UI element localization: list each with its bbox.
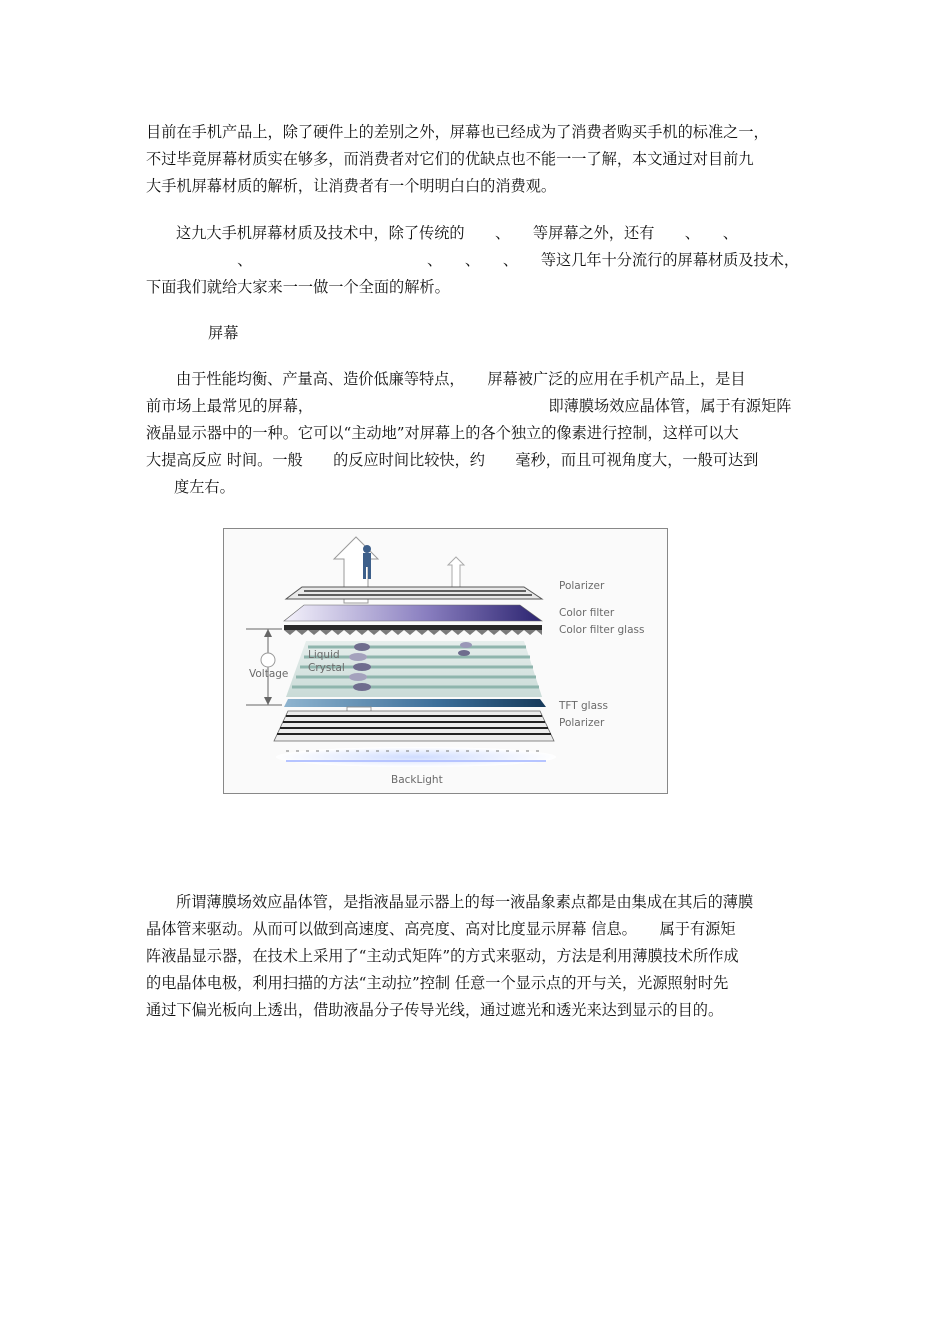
text-line: 前市场上最常见的屏幕， 即薄膜场效应晶体管，属于有源矩阵	[146, 397, 792, 415]
color-filter-layer	[284, 605, 542, 621]
text-line: 不过毕竟屏幕材质实在够多，而消费者对它们的优缺点也不能一一了解，本文通过对目前九	[146, 150, 754, 168]
label-crystal: Crystal	[308, 662, 345, 674]
polarizer-top-layer	[286, 587, 542, 599]
text-line: 、 、 、 、 等这几年十分流行的屏幕材质及技术，	[146, 251, 800, 269]
text-line: 液晶显示器中的一种。它可以“主动地”对屏幕上的各个独立的像素进行控制，这样可以大	[146, 424, 739, 442]
text-line: 的电晶体电极，利用扫描的方法“主动拉”控制 任意一个显示点的开与关，光源照射时先	[146, 974, 729, 992]
text-line: 通过下偏光板向上透出，借助液晶分子传导光线，通过遮光和透光来达到显示的目的。	[146, 1001, 724, 1019]
text-line: 大手机屏幕材质的解析，让消费者有一个明明白白的消费观。	[146, 177, 557, 195]
light-arrow	[448, 557, 464, 589]
label-color-filter: Color filter	[559, 607, 615, 619]
text-line: 由于性能均衡、产量高、造价低廉等特点， 屏幕被广泛的应用在手机产品上，是目	[176, 370, 746, 388]
paragraph-nine-materials	[146, 220, 811, 301]
label-color-filter-glass: Color filter glass	[559, 624, 645, 636]
section-heading: 屏幕	[208, 324, 239, 342]
text-line: 阵液晶显示器，在技术上采用了“主动式矩阵”的方式来驱动，方法是利用薄膜技术所作成	[146, 947, 739, 965]
paragraph-intro	[146, 119, 811, 200]
label-liquid: Liquid	[308, 649, 340, 661]
label-voltage: Voltage	[249, 668, 289, 680]
paragraph-tft-description	[146, 366, 811, 501]
backlight-layer	[276, 747, 556, 767]
text-line: 大提高反应 时间。一般 的反应时间比较快，约 毫秒，而且可视角度大，一般可达到	[146, 451, 759, 469]
text-line: 所谓薄膜场效应晶体管，是指液晶显示器上的每一液晶象素点都是由集成在其后的薄膜	[176, 893, 754, 911]
lcd-layers-illustration	[224, 529, 669, 795]
paragraph-tft-principle	[146, 889, 811, 1024]
text-line: 度左右。	[174, 478, 235, 496]
lcd-structure-diagram	[223, 528, 668, 794]
label-polarizer-top: Polarizer	[559, 580, 605, 592]
label-backlight: BackLight	[391, 774, 443, 786]
text-line: 晶体管来驱动。从而可以做到高速度、高亮度、高对比度显示屏幕 信息。 属于有源矩	[146, 920, 736, 938]
color-filter-glass-layer	[284, 625, 542, 635]
text-line: 这九大手机屏幕材质及技术中，除了传统的 、 等屏幕之外，还有 、 、	[176, 224, 738, 242]
polarizer-bottom-layer	[274, 711, 554, 741]
text-line: 下面我们就给大家来一一做一个全面的解析。	[146, 278, 450, 296]
label-tft-glass: TFT glass	[559, 700, 608, 712]
label-polarizer-bottom: Polarizer	[559, 717, 605, 729]
text-line: 目前在手机产品上，除了硬件上的差别之外，屏幕也已经成为了消费者购买手机的标准之一，	[146, 123, 769, 141]
tft-glass-layer	[284, 699, 546, 707]
voltage-bracket	[246, 629, 282, 705]
